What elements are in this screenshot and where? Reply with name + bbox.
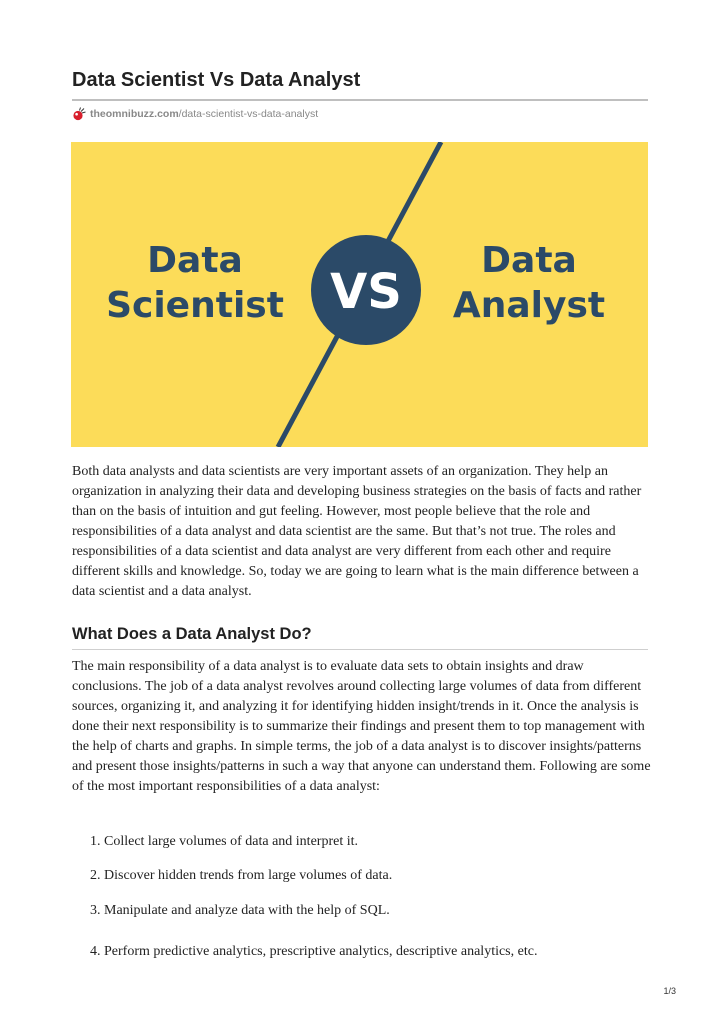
hero-left-line1: Data [147, 240, 243, 281]
section-divider [72, 649, 648, 650]
source-link[interactable] [72, 106, 318, 122]
list-item: 3. Manipulate and analyze data with the help of SQL. [90, 903, 390, 918]
vs-label: VS [330, 264, 402, 320]
hero-left-line2: Scientist [106, 285, 284, 326]
section-paragraph: The main responsibility of a data analyst is to evaluate data sets to obtain insights and draw conclusions. The job of a data analyst revolves around collecting large volumes of data from different sources, organizing it, and analyzing it for identifying hidden insight/trends in it. Once the analysis is done their next responsibility is to summarize their findings and present them to top management with the help of charts and graphs. In simple terms, the job of a data analyst is to discover insights/patterns and present those insights/patterns in such a way that anyone can understand them. Following are some of the most important responsibilities of a data analyst: [72, 659, 651, 794]
title-divider [72, 99, 648, 101]
list-item: 1. Collect large volumes of data and interpret it. [90, 834, 358, 849]
list-item: 2. Discover hidden trends from large volumes of data. [90, 868, 393, 883]
hero-right-line2: Analyst [452, 285, 606, 326]
intro-paragraph: Both data analysts and data scientists are very important assets of an organization. They help an organization in analyzing their data and developing business strategies on the basis of facts and rather than on the basis of intuition and gut feeling. However, most people believe that the role and responsibilities of a data analyst and data scientist are the same. But that’s not true. The roles and responsibilities of a data scientist and data analyst are very different from each other and require different skills and knowledge. So, today we are going to learn what is the main difference between a data scientist and a data analyst. [72, 464, 642, 599]
page-number: 1/3 [663, 986, 676, 996]
hero-right-line1: Data [481, 240, 577, 281]
site-logo-icon [72, 107, 86, 121]
source-path[interactable]: /data-scientist-vs-data-analyst [178, 108, 319, 120]
source-domain[interactable]: theomnibuzz.com [90, 108, 179, 120]
hero-image [71, 142, 648, 447]
section-heading: What Does a Data Analyst Do? [72, 625, 312, 643]
page-title: Data Scientist Vs Data Analyst [72, 69, 361, 91]
list-item: 4. Perform predictive analytics, prescriptive analytics, descriptive analytics, etc. [90, 944, 538, 959]
